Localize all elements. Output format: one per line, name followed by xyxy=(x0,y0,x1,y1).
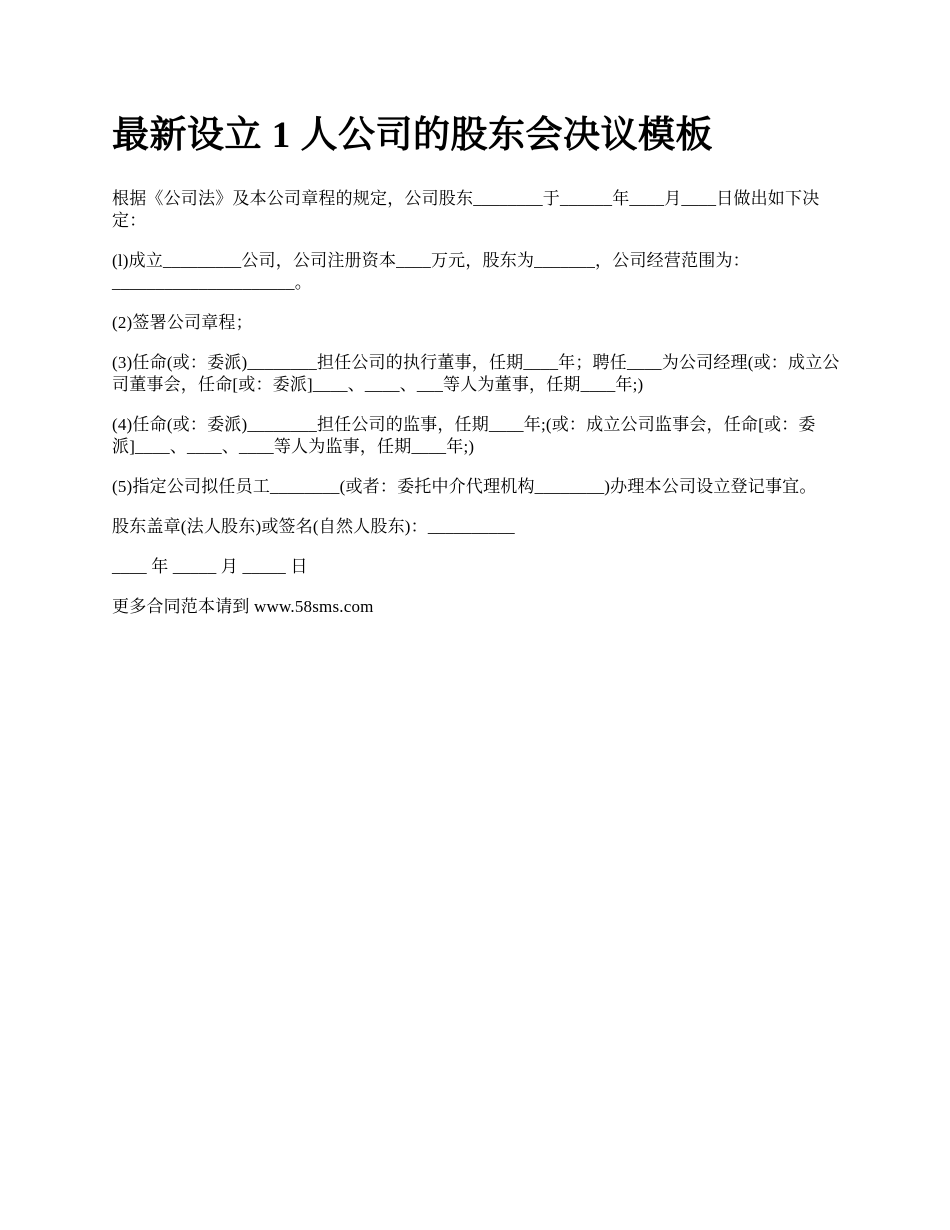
footer-link-text: 更多合同范本请到 www.58sms.com xyxy=(112,597,374,616)
intro-paragraph: 根据《公司法》及本公司章程的规定，公司股东________于______年____月____日做出如下决定： xyxy=(112,189,820,230)
item-5-registration-agent: (5)指定公司拟任员工________(或者：委托中介代理机构________)办理本公司设立登记事宜。 xyxy=(112,477,817,496)
date-line: ____ 年 _____ 月 _____ 日 xyxy=(112,557,308,576)
item-4-appoint-supervisor: (4)任命(或：委派)________担任公司的监事，任期____年;(或：成立公司监事会，任命[或：委派]____、____、____等人为监事，任期____年;) xyxy=(112,415,816,456)
item-2-sign-articles: (2)签署公司章程； xyxy=(112,313,253,332)
item-1-establish-company: (l)成立_________公司，公司注册资本____万元，股东为_______，公司经营范围为：_____________________。 xyxy=(112,251,750,292)
document-page xyxy=(112,110,842,636)
item-3-appoint-director: (3)任命(或：委派)________担任公司的执行董事，任期____年；聘任____为公司经理(或：成立公司董事会，任命[或：委派]____、____、___等人为董事，任期____年;) xyxy=(112,353,840,394)
document-title: 最新设立 1 人公司的股东会决议模板 xyxy=(112,115,713,156)
signature-line: 股东盖章(法人股东)或签名(自然人股东)：__________ xyxy=(112,517,515,536)
